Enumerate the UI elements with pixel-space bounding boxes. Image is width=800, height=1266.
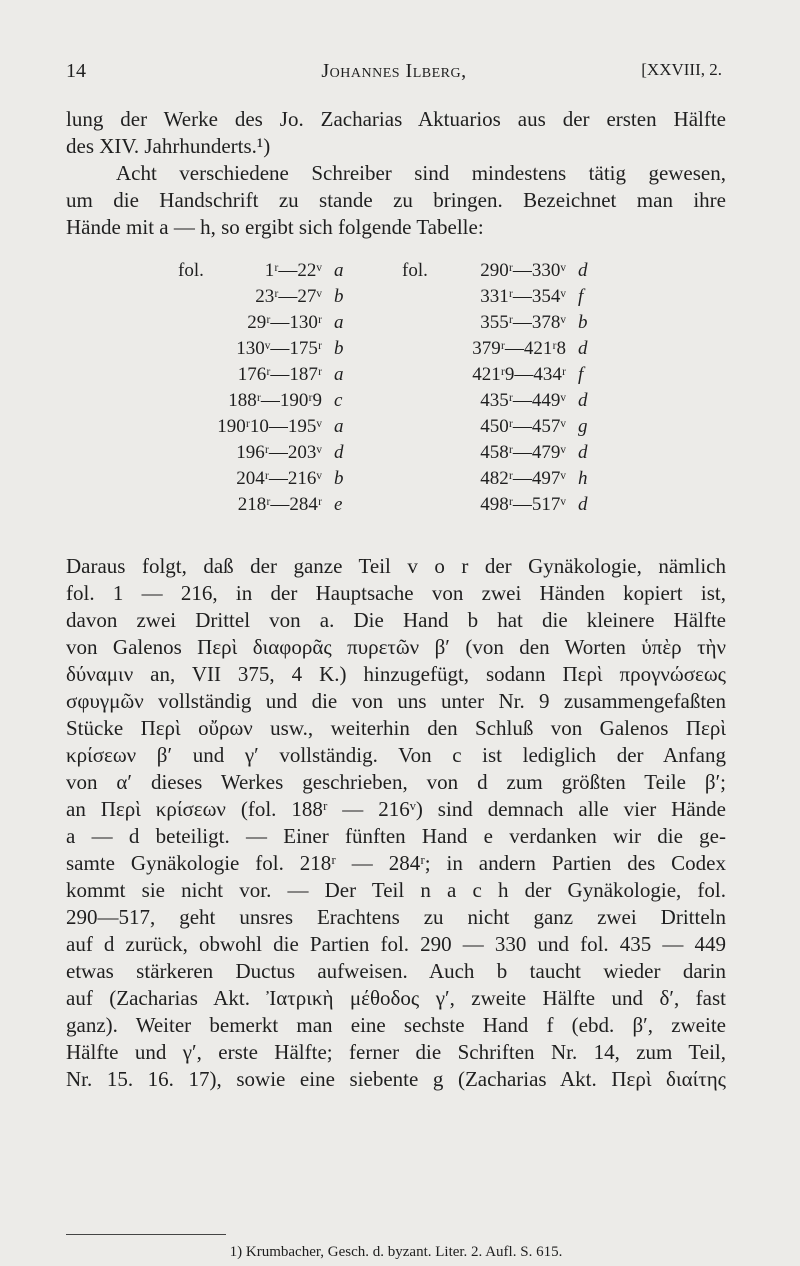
- text-line: a — d beteiligt. — Einer fünften Hand e verdanken wir die ge-: [66, 824, 726, 848]
- text-line: von Galenos Περὶ διαφορᾶς πυρετῶν β′ (von den Worten ὑπὲρ τὴν: [66, 635, 726, 659]
- left-hand-letter: b: [334, 468, 344, 489]
- right-folio-range: 435ʳ—449ᵛ: [480, 390, 566, 411]
- right-folio-range: 355ʳ—378ᵛ: [480, 312, 566, 333]
- text-line: fol. 1 — 216, in der Hauptsache von zwei Händen kopiert ist,: [66, 581, 726, 605]
- table-row: [0, 390, 800, 416]
- left-hand-letter: a: [334, 312, 344, 333]
- running-header: [66, 60, 722, 90]
- footnote-divider: [66, 1234, 226, 1235]
- right-folio-range: 498ʳ—517ᵛ: [480, 494, 566, 515]
- table-row: [0, 494, 800, 520]
- text-line: etwas stärkeren Ductus aufweisen. Auch b taucht wieder darin: [66, 959, 726, 983]
- table-row: [0, 312, 800, 338]
- text-line: auf d zurück, obwohl die Partien fol. 290 — 330 und fol. 435 — 449: [66, 932, 726, 956]
- table-row: [0, 260, 800, 286]
- text-line: samte Gynäkologie fol. 218ʳ — 284ʳ; in andern Partien des Codex: [66, 851, 726, 875]
- scribe-hands-table: [0, 260, 800, 540]
- table-row: [0, 468, 800, 494]
- text-line: Daraus folgt, daß der ganze Teil v o r der Gynäkologie, nämlich: [66, 554, 726, 578]
- text-line: σφυγμῶν vollständig und die von uns unter Nr. 9 zusammengefaßten: [66, 689, 726, 713]
- right-hand-letter: f: [578, 286, 584, 307]
- body-paragraph: [66, 553, 726, 1093]
- text-line: von α′ dieses Werkes geschrieben, von d zum größten Teile β′;: [66, 770, 726, 794]
- left-fol-label: fol.: [178, 260, 204, 281]
- right-hand-letter: h: [578, 468, 588, 489]
- table-row: [0, 286, 800, 312]
- left-hand-letter: a: [334, 260, 344, 281]
- left-folio-range: 176ʳ—187ʳ: [237, 364, 322, 385]
- running-title: Johannes Ilberg,: [321, 60, 467, 82]
- text-line: um die Handschrift zu stande zu bringen. Bezeichnet man ihre: [66, 188, 726, 212]
- right-folio-range: 458ʳ—479ᵛ: [480, 442, 566, 463]
- text-line: Stücke Περὶ οὔρων usw., weiterhin den Schluß von Galenos Περὶ: [66, 716, 726, 740]
- left-folio-range: 218ʳ—284ʳ: [237, 494, 322, 515]
- volume-reference: [XXVIII, 2.: [641, 60, 722, 79]
- page-number: 14: [66, 60, 86, 82]
- text-line: Acht verschiedene Schreiber sind mindestens tätig gewesen,: [116, 161, 726, 185]
- left-folio-range: 1ʳ—22ᵛ: [264, 260, 322, 281]
- text-line: κρίσεων β′ und γ′ vollständig. Von c ist lediglich der Anfang: [66, 743, 726, 767]
- left-folio-range: 196ʳ—203ᵛ: [236, 442, 322, 463]
- left-folio-range: 29ʳ—130ʳ: [247, 312, 322, 333]
- right-folio-range: 290ʳ—330ᵛ: [480, 260, 566, 281]
- text-line: lung der Werke des Jo. Zacharias Aktuarios aus der ersten Hälfte: [66, 107, 726, 131]
- left-hand-letter: b: [334, 286, 344, 307]
- text-line: an Περὶ κρίσεων (fol. 188ʳ — 216ᵛ) sind demnach alle vier Hände: [66, 797, 726, 821]
- text-line: δύναμιν an, VII 375, 4 K.) hinzugefügt, sodann Περὶ προγνώσεως: [66, 662, 726, 686]
- right-hand-letter: d: [578, 338, 588, 359]
- right-fol-label: fol.: [402, 260, 428, 281]
- text-line: 290—517, geht unsres Erachtens zu nicht ganz zwei Dritteln: [66, 905, 726, 929]
- right-folio-range: 482ʳ—497ᵛ: [480, 468, 566, 489]
- left-folio-range: 190ʳ10—195ᵛ: [217, 416, 322, 437]
- left-folio-range: 130ᵛ—175ʳ: [236, 338, 322, 359]
- text-line: Hände mit a — h, so ergibt sich folgende Tabelle:: [66, 215, 484, 239]
- table-row: [0, 416, 800, 442]
- intro-paragraph: [66, 106, 726, 241]
- table-row: [0, 364, 800, 390]
- left-folio-range: 188ʳ—190ʳ9: [228, 390, 322, 411]
- right-hand-letter: f: [578, 364, 584, 385]
- text-line: des XIV. Jahrhunderts.¹): [66, 134, 271, 158]
- left-folio-range: 204ʳ—216ᵛ: [236, 468, 322, 489]
- right-hand-letter: d: [578, 442, 588, 463]
- right-folio-range: 421ʳ9—434ʳ: [472, 364, 566, 385]
- left-hand-letter: a: [334, 364, 344, 385]
- left-hand-letter: c: [334, 390, 343, 411]
- table-row: [0, 338, 800, 364]
- left-hand-letter: e: [334, 494, 343, 515]
- left-hand-letter: d: [334, 442, 344, 463]
- text-line: auf (Zacharias Akt. Ἰατρικὴ μέθοδος γ′, zweite Hälfte und δ′, fast: [66, 986, 726, 1010]
- right-folio-range: 379ʳ—421ʳ8: [472, 338, 566, 359]
- right-folio-range: 331ʳ—354ᵛ: [480, 286, 566, 307]
- right-hand-letter: d: [578, 494, 588, 515]
- left-hand-letter: b: [334, 338, 344, 359]
- right-hand-letter: d: [578, 390, 588, 411]
- left-folio-range: 23ʳ—27ᵛ: [255, 286, 322, 307]
- text-line: ganz). Weiter bemerkt man eine sechste Hand f (ebd. β′, zweite: [66, 1013, 726, 1037]
- text-line: davon zwei Drittel von a. Die Hand b hat die kleinere Hälfte: [66, 608, 726, 632]
- right-hand-letter: d: [578, 260, 588, 281]
- right-folio-range: 450ʳ—457ᵛ: [480, 416, 566, 437]
- footnote: 1) Krumbacher, Gesch. d. byzant. Liter. 2. Aufl. S. 615.: [229, 1244, 563, 1260]
- left-hand-letter: a: [334, 416, 344, 437]
- text-line: Nr. 15. 16. 17), sowie eine siebente g (Zacharias Akt. Περὶ διαίτης: [66, 1067, 726, 1091]
- table-row: [0, 442, 800, 468]
- text-line: Hälfte und γ′, erste Hälfte; ferner die Schriften Nr. 14, zum Teil,: [66, 1040, 726, 1064]
- text-line: kommt sie nicht vor. — Der Teil n a c h der Gynäkologie, fol.: [66, 878, 726, 902]
- right-hand-letter: g: [578, 416, 588, 437]
- right-hand-letter: b: [578, 312, 588, 333]
